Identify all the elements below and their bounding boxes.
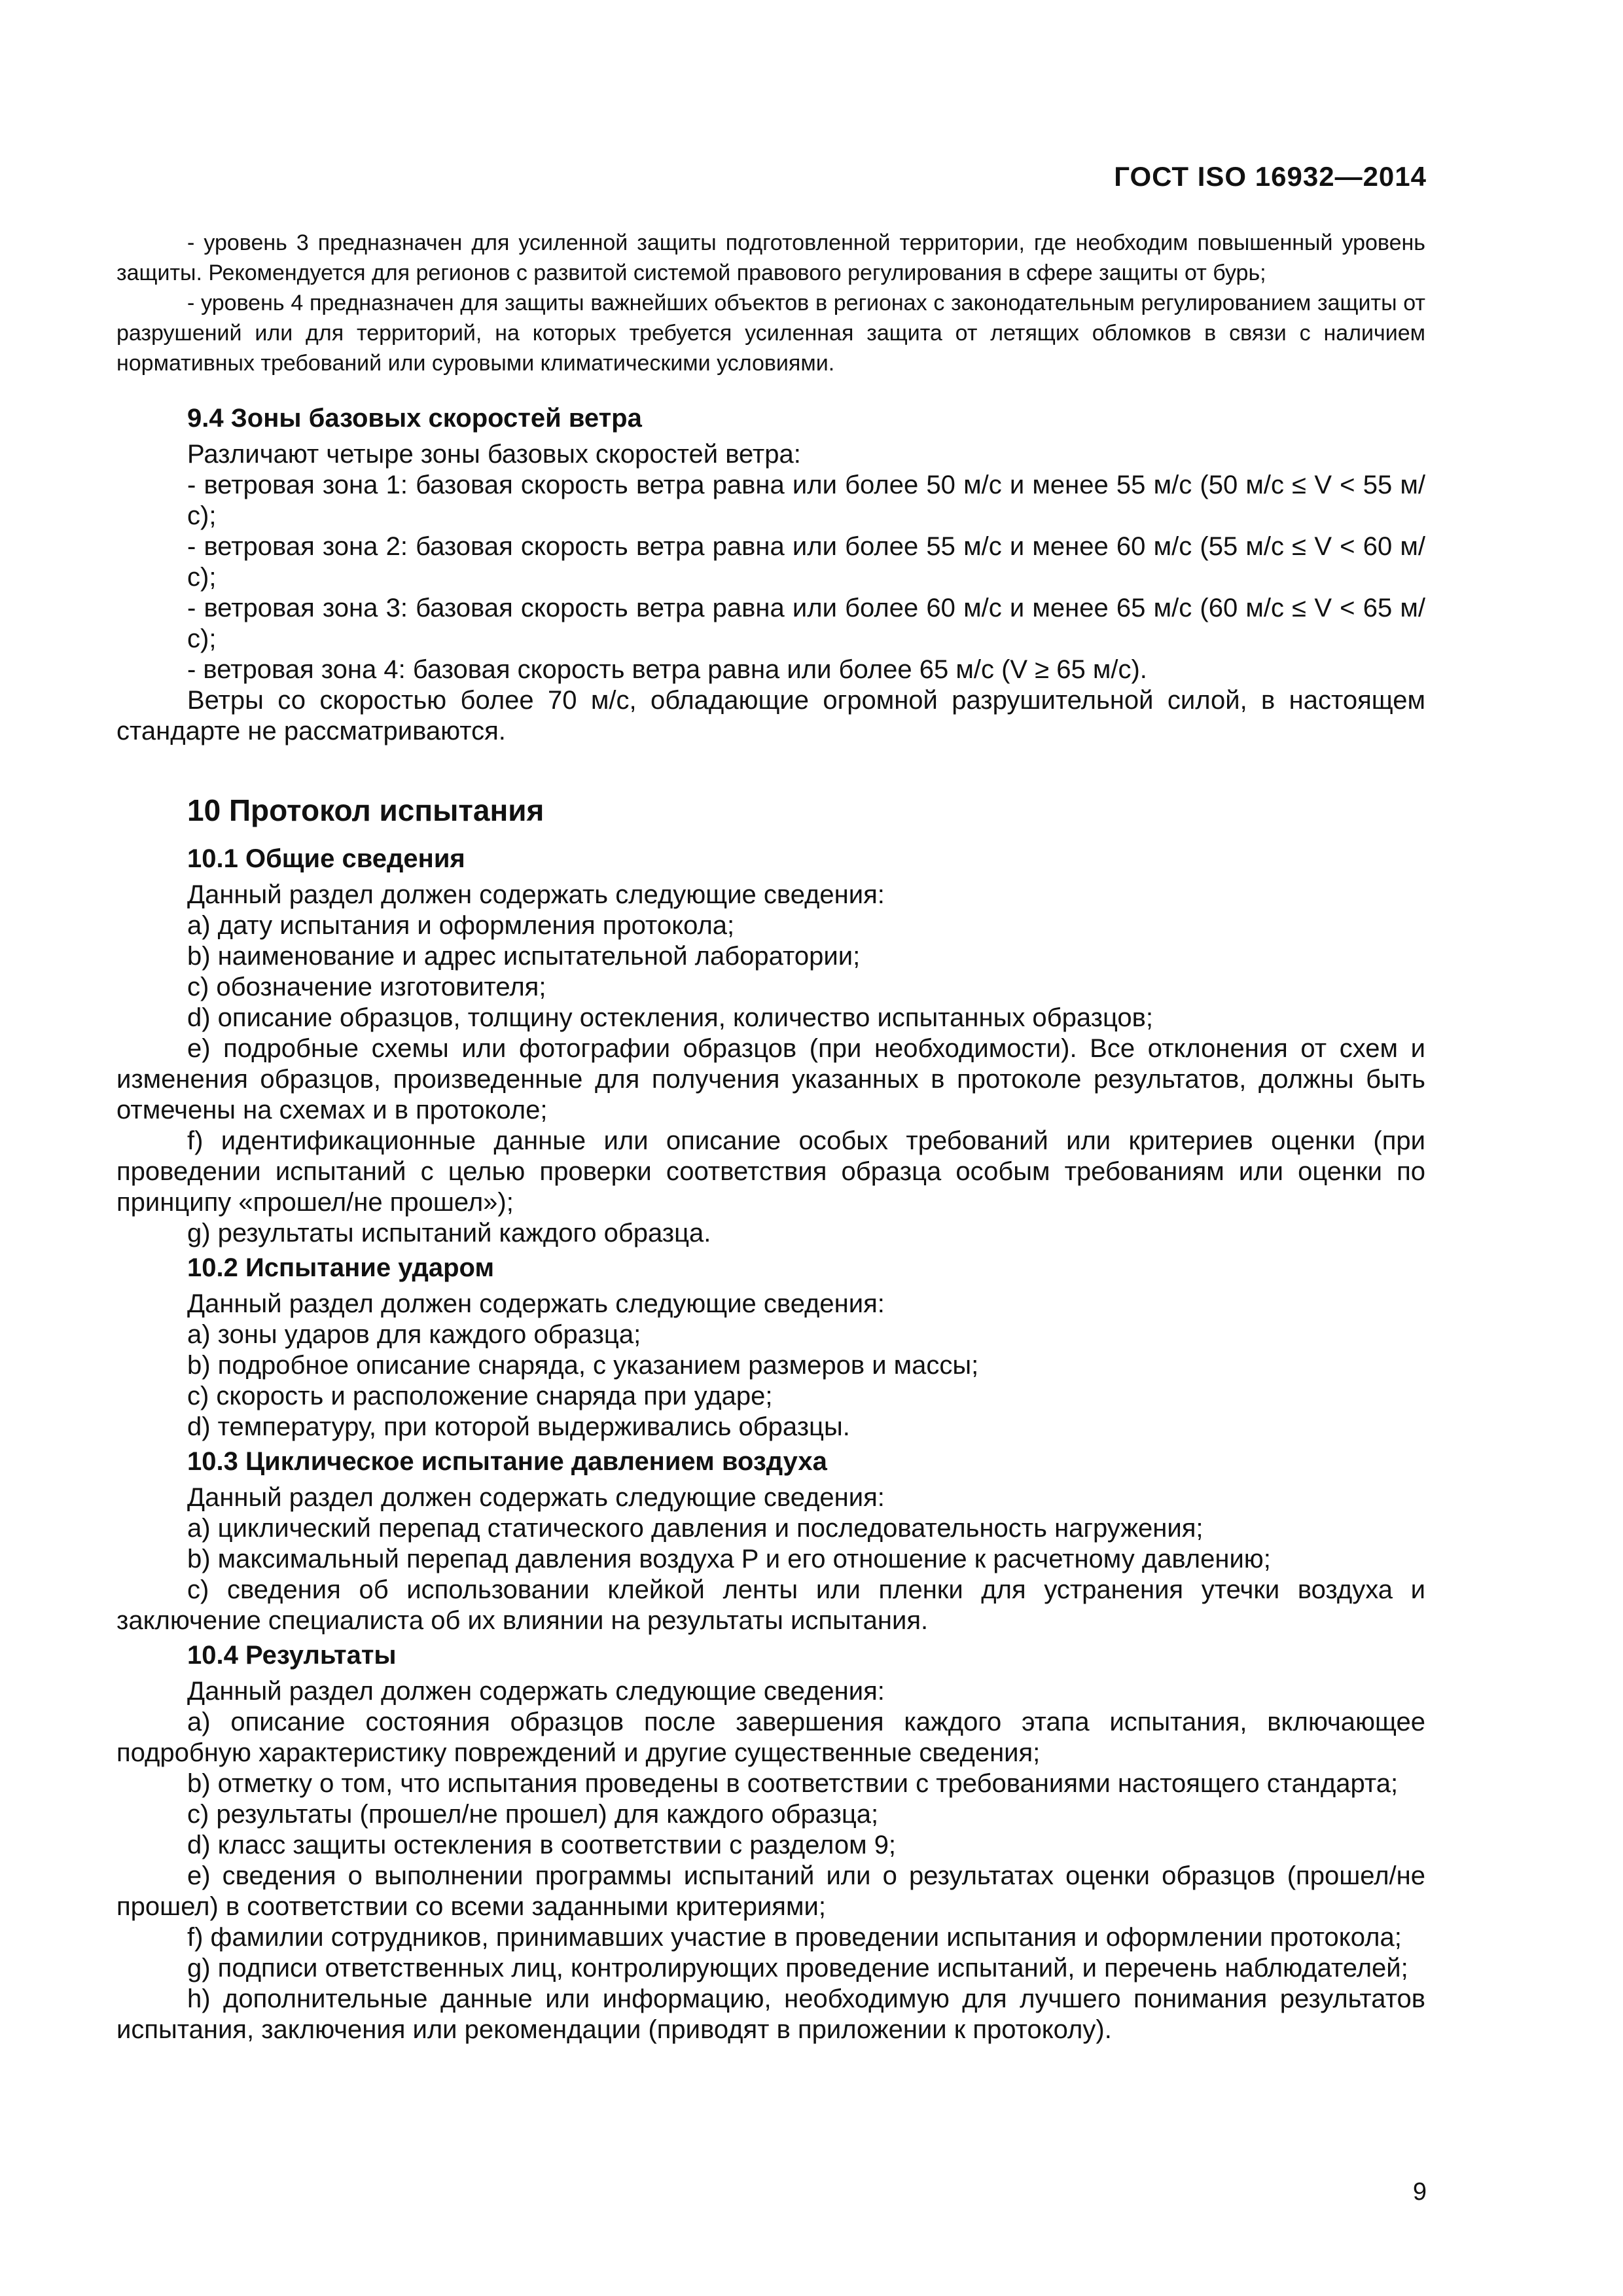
list-item: f) идентификационные данные или описание особых требований или критериев оценки (при проведении испытаний с целью проверки соответствия образца особым требованиям или оценки по принципу «прошел/не прошел»); [116, 1126, 1425, 1217]
list-item: a) циклический перепад статического давления и последовательность нагружения; [187, 1514, 1204, 1543]
section-10-2-body [116, 1289, 1425, 1443]
intro-block [116, 228, 1425, 378]
wind-zone-1: - ветровая зона 1: базовая скорость ветра равна или более 50 м/с и менее 55 м/с (50 м/с ≤ V < 55 м/с); [187, 471, 1425, 530]
list-item: c) обозначение изготовителя; [187, 973, 546, 1001]
list-item: d) описание образцов, толщину остекления, количество испытанных образцов; [187, 1003, 1154, 1032]
list-item: g) подписи ответственных лиц, контролирующих проведение испытаний, и перечень наблюдателей; [187, 1954, 1408, 1982]
section-10-1-title: 10.1 Общие сведения [187, 844, 465, 873]
section-10-3-title: 10.3 Циклическое испытание давлением воздуха [187, 1447, 827, 1476]
section-10-3-body [116, 1482, 1425, 1636]
section-10-3-lead: Данный раздел должен содержать следующие сведения: [187, 1483, 885, 1512]
list-item: a) зоны ударов для каждого образца; [187, 1320, 641, 1349]
list-item: a) описание состояния образцов после завершения каждого этапа испытания, включающее подробную характеристику повреждений и другие существенные сведения; [116, 1708, 1425, 1767]
document-header: ГОСТ ISO 16932—2014 [1114, 161, 1427, 192]
section-9-4-body [116, 439, 1425, 747]
wind-zone-4: - ветровая зона 4: базовая скорость ветра равна или более 65 м/с (V ≥ 65 м/с). [187, 655, 1147, 684]
section-9-4-lead: Различают четыре зоны базовых скоростей ветра: [187, 440, 801, 469]
list-item: e) подробные схемы или фотографии образцов (при необходимости). Все отклонения от схем и изменения образцов, произведенные для получения указанных в протоколе результатов, должны быть отмечены на схемах и в протоколе; [116, 1034, 1425, 1124]
page-content [116, 151, 1425, 2045]
list-item: c) скорость и расположение снаряда при ударе; [187, 1382, 773, 1410]
list-item: a) дату испытания и оформления протокола; [187, 911, 735, 940]
list-item: b) максимальный перепад давления воздуха P и его отношение к расчетному давлению; [187, 1545, 1271, 1573]
list-item: b) отметку о том, что испытания проведены в соответствии с требованиями настоящего стандарта; [187, 1769, 1399, 1798]
list-item: f) фамилии сотрудников, принимавших участие в проведении испытания и оформлении протокола; [187, 1923, 1402, 1952]
list-item: d) класс защиты остекления в соответствии с разделом 9; [187, 1831, 897, 1859]
section-9-4-title: 9.4 Зоны базовых скоростей ветра [187, 404, 642, 433]
section-10-4-body [116, 1676, 1425, 2045]
wind-zone-3: - ветровая зона 3: базовая скорость ветра равна или более 60 м/с и менее 65 м/с (60 м/с ≤ V < 65 м/с); [187, 594, 1425, 653]
page-number: 9 [1412, 2178, 1427, 2206]
list-item: b) наименование и адрес испытательной лаборатории; [187, 942, 861, 971]
list-item: c) результаты (прошел/не прошел) для каждого образца; [187, 1800, 879, 1829]
list-item: b) подробное описание снаряда, с указанием размеров и массы; [187, 1351, 979, 1380]
list-item: g) результаты испытаний каждого образца. [187, 1219, 711, 1247]
wind-zone-2: - ветровая зона 2: базовая скорость ветра равна или более 55 м/с и менее 60 м/с (55 м/с ≤ V < 60 м/с); [187, 532, 1425, 592]
list-item: e) сведения о выполнении программы испытаний или о результатах оценки образцов (прошел/не прошел) в соответствии со всеми заданными критериями; [116, 1861, 1425, 1921]
intro-level4: - уровень 4 предназначен для защиты важнейших объектов в регионах с законодательным регулированием защиты от разрушений или для территорий, на которых требуется усиленная защита от летящих обломков в связи с наличием нормативных требований или суровыми климатическими условиями. [116, 291, 1425, 376]
section-10-1-lead: Данный раздел должен содержать следующие сведения: [187, 880, 885, 909]
list-item: h) дополнительные данные или информацию, необходимую для лучшего понимания результатов испытания, заключения или рекомендации (приводят в приложении к протоколу). [116, 1984, 1425, 2044]
section-10-title: 10 Протокол испытания [187, 793, 544, 827]
section-10-2-title: 10.2 Испытание ударом [187, 1253, 495, 1282]
section-10-4-lead: Данный раздел должен содержать следующие сведения: [187, 1677, 885, 1706]
section-10-1-body [116, 880, 1425, 1249]
section-9-4-note: Ветры со скоростью более 70 м/с, обладающие огромной разрушительной силой, в настоящем стандарте не рассматриваются. [116, 686, 1425, 745]
list-item: d) температуру, при которой выдерживались образцы. [187, 1412, 850, 1441]
section-10-2-lead: Данный раздел должен содержать следующие сведения: [187, 1289, 885, 1318]
section-10-4-title: 10.4 Результаты [187, 1641, 397, 1670]
list-item: c) сведения об использовании клейкой ленты или пленки для устранения утечки воздуха и заключение специалиста об их влиянии на результаты испытания. [116, 1575, 1425, 1635]
intro-level3: - уровень 3 предназначен для усиленной защиты подготовленной территории, где необходим повышенный уровень защиты. Рекомендуется для регионов с развитой системой правового регулирования в сфере защиты от бурь; [116, 230, 1425, 285]
